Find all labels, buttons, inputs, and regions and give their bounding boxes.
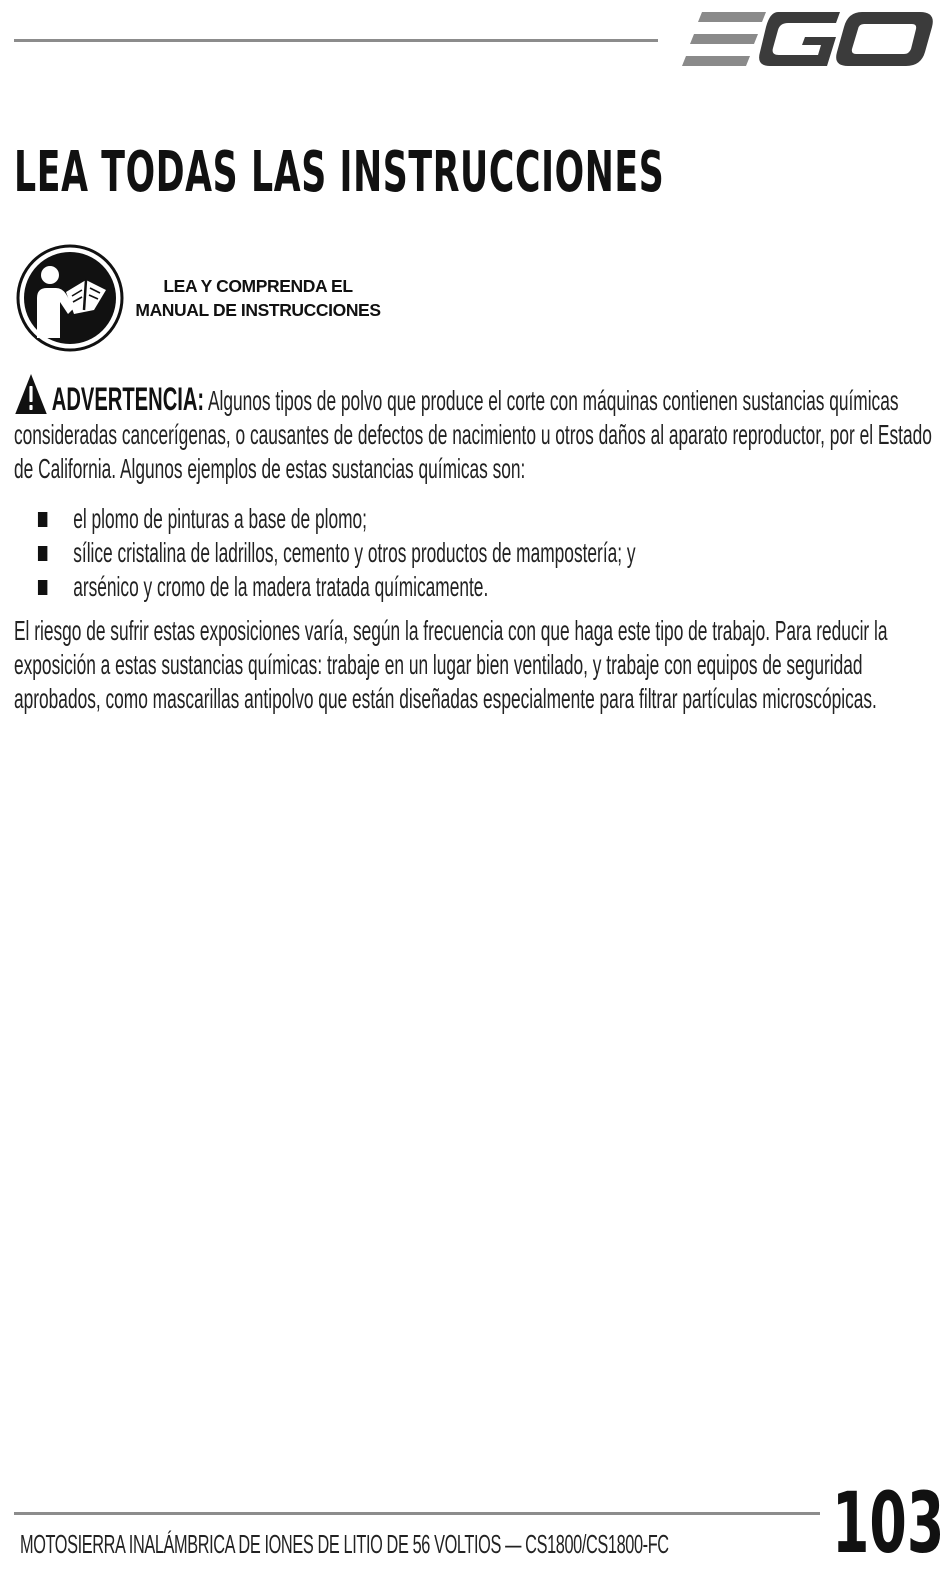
list-item — [14, 536, 940, 570]
list-item-text: arsénico y cromo de la madera tratada químicamente. — [73, 571, 489, 602]
read-manual-line-1: LEA Y COMPRENDA EL — [163, 276, 353, 296]
warning-triangle-icon — [14, 372, 48, 416]
chemicals-list — [14, 502, 940, 604]
read-manual-icon — [16, 244, 124, 352]
read-manual-line-2: MANUAL DE INSTRUCCIONES — [135, 300, 381, 320]
list-item-text: sílice cristalina de ladrillos, cemento y otros productos de mampostería; y — [73, 537, 636, 568]
read-manual-label — [124, 274, 392, 322]
footer-text: MOTOSIERRA INALÁMBRICA DE IONES DE LITIO DE 56 VOLTIOS — CS1800/CS1800-FC — [20, 1529, 669, 1559]
closing-paragraph: El riesgo de sufrir estas exposiciones varía, según la frecuencia con que haga este tipo de trabajo. Para reducir la exposición a estas sustancias químicas: trabaje en un lugar bien ventilado, y trabaje con equipos de seguridad aprobados, como mascarillas antipolvo que están diseñadas especialmente para filtrar partículas microscópicas. — [14, 615, 888, 714]
header-rule — [14, 39, 658, 42]
footer-rule — [14, 1512, 820, 1515]
warning-text: Algunos tipos de polvo que produce el corte con máquinas contienen sustancias químicas consideradas cancerígenas, o causantes de defectos de nacimiento u otros daños al aparato reproductor, por el Estado de California. Algunos ejemplos de estas sustancias químicas son: — [14, 385, 932, 484]
page-number: 103 — [832, 1474, 945, 1572]
warning-paragraph — [14, 372, 940, 486]
bullet-square-icon — [38, 546, 47, 561]
warning-label: ADVERTENCIA: — [51, 381, 205, 417]
page-title: LEA TODAS LAS INSTRUCCIONES — [14, 140, 665, 205]
bullet-square-icon — [38, 512, 47, 527]
warning-section — [14, 372, 940, 716]
list-item-text: el plomo de pinturas a base de plomo; — [73, 503, 367, 534]
bullet-square-icon — [38, 580, 47, 595]
list-item — [14, 502, 940, 536]
ego-logo — [680, 10, 936, 70]
list-item — [14, 570, 940, 604]
